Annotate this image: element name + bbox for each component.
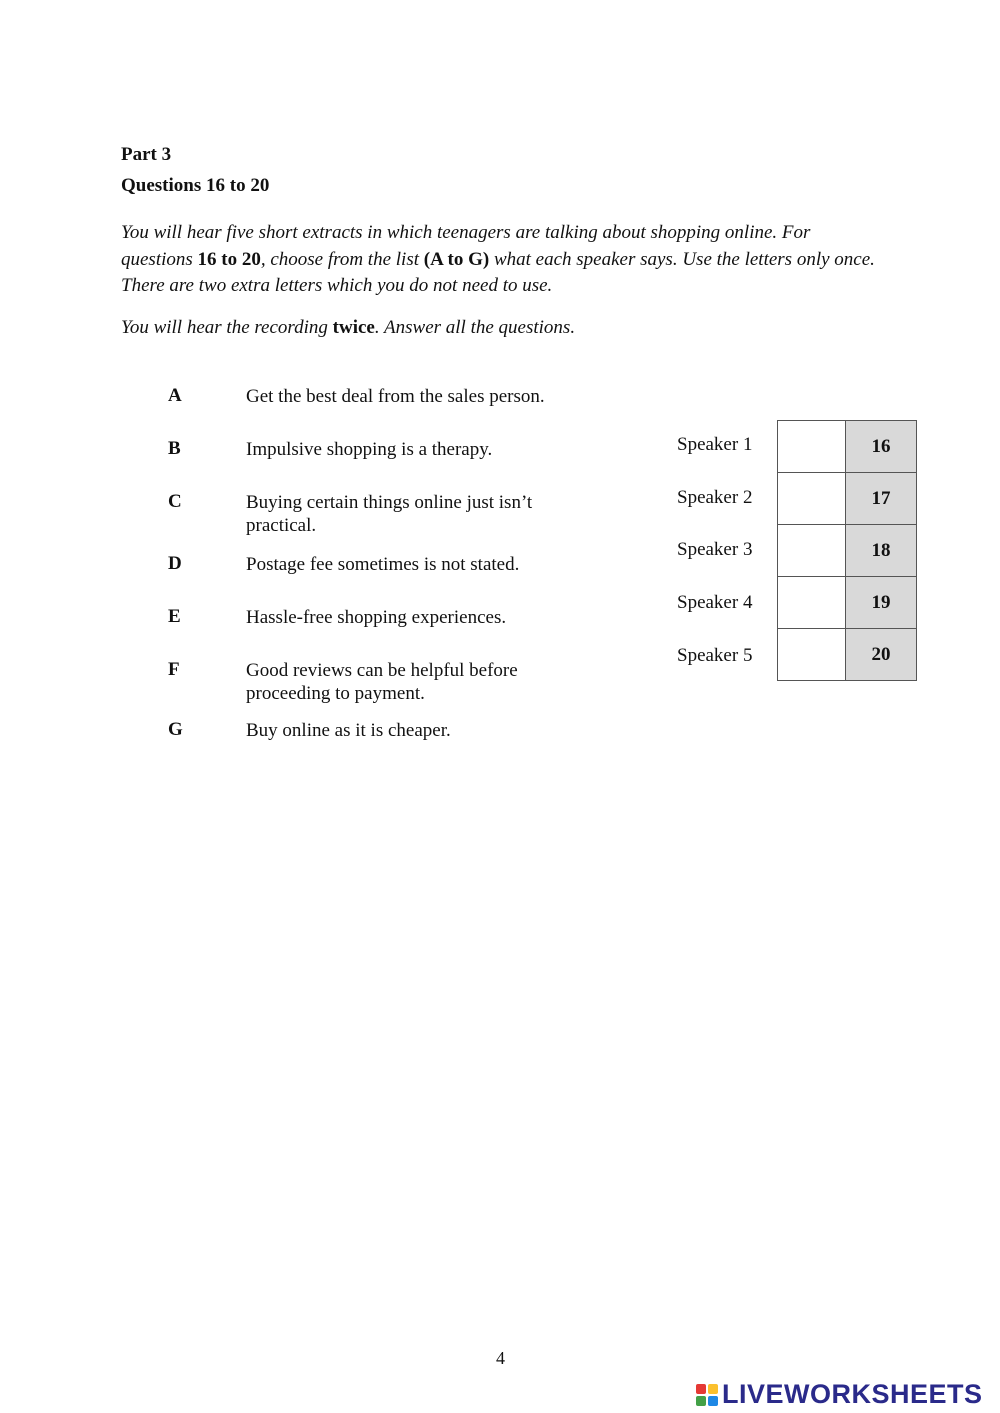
instructions-text: , choose from the list: [260, 248, 424, 270]
answer-row: [778, 421, 917, 473]
answer-box-speaker-3[interactable]: [778, 525, 846, 577]
instructions-paragraph: [121, 220, 881, 300]
option-letter: D: [168, 553, 182, 574]
option-letter: G: [168, 719, 183, 740]
option-letter: F: [168, 659, 180, 680]
instructions-text: You will hear five short extracts in which teenagers are talking about shopping online. For questions: [121, 222, 811, 270]
answer-row: [778, 525, 917, 577]
brand-name: LIVEWORKSHEETS: [722, 1379, 983, 1409]
question-number: 16: [846, 421, 917, 473]
option-text: Good reviews can be helpful before proceeding to payment.: [246, 660, 518, 704]
option-text: Impulsive shopping is a therapy.: [246, 439, 493, 460]
recording-instructions: [121, 317, 575, 339]
instructions-text: You will hear the recording: [121, 317, 333, 338]
answer-box-speaker-2[interactable]: [778, 473, 846, 525]
liveworksheets-logo-icon: [696, 1384, 718, 1406]
instructions-bold-range: 16 to 20: [197, 248, 261, 270]
part-title: Part 3: [121, 144, 172, 165]
option-letter: E: [168, 606, 181, 627]
answer-row: [778, 473, 917, 525]
answer-box-speaker-1[interactable]: [778, 421, 846, 473]
questions-title: Questions 16 to 20: [121, 175, 270, 196]
answer-row: [778, 577, 917, 629]
option-text: Hassle-free shopping experiences.: [246, 607, 507, 628]
answer-box-speaker-4[interactable]: [778, 577, 846, 629]
option-letter: C: [168, 491, 182, 512]
option-text: Buy online as it is cheaper.: [246, 720, 451, 741]
speaker-label: Speaker 2: [677, 487, 753, 508]
logo-square-icon: [708, 1384, 718, 1394]
option-letter: A: [168, 385, 182, 406]
logo-square-icon: [708, 1396, 718, 1406]
speaker-label: Speaker 4: [677, 592, 753, 613]
page-number: 4: [496, 1348, 505, 1368]
instructions-bold-letters: (A to G): [423, 248, 490, 270]
speaker-label: Speaker 5: [677, 645, 753, 666]
option-text: Postage fee sometimes is not stated.: [246, 554, 520, 575]
answer-box-speaker-5[interactable]: [778, 629, 846, 681]
question-number: 20: [846, 629, 917, 681]
instructions-text: what each speaker says. Use the letters only once. There are two extra letters which you do not need to use.: [121, 248, 875, 296]
logo-square-icon: [696, 1384, 706, 1394]
answer-row: [778, 629, 917, 681]
option-text: Buying certain things online just isn’t practical.: [246, 492, 533, 536]
speaker-label: Speaker 3: [677, 539, 753, 560]
liveworksheets-brand[interactable]: [696, 1379, 983, 1410]
question-number: 19: [846, 577, 917, 629]
answer-table: [777, 420, 917, 681]
question-number: 17: [846, 473, 917, 525]
question-number: 18: [846, 525, 917, 577]
option-letter: B: [168, 438, 181, 459]
logo-square-icon: [696, 1396, 706, 1406]
option-text: Get the best deal from the sales person.: [246, 386, 545, 407]
speaker-label: Speaker 1: [677, 434, 753, 455]
instructions-bold-twice: twice: [332, 317, 375, 338]
instructions-text: . Answer all the questions.: [374, 317, 576, 338]
